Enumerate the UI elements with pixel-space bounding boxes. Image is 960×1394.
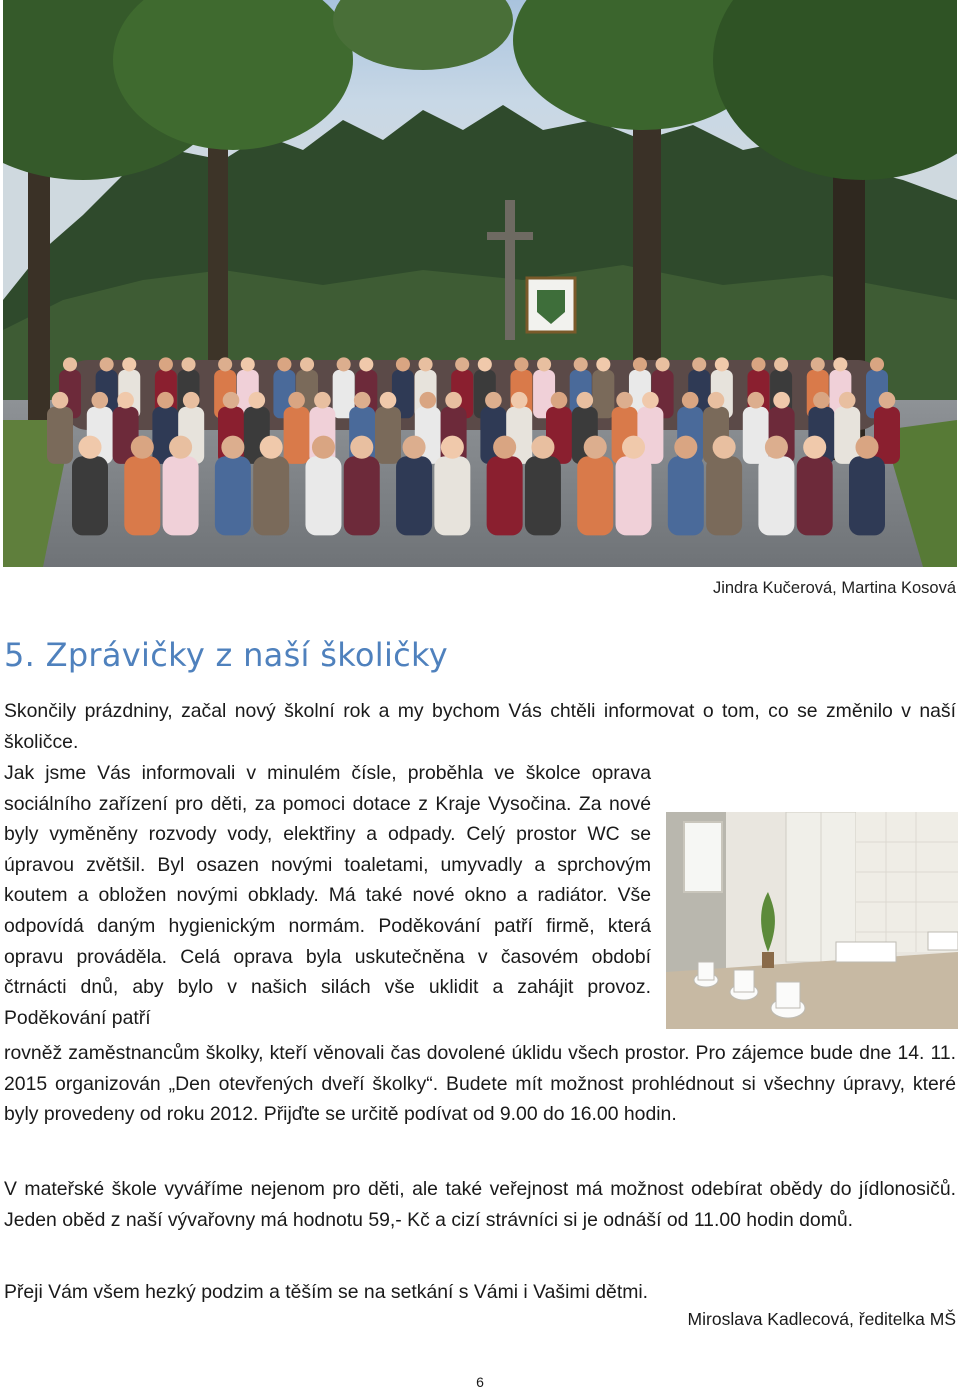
bathroom-photo-drawing (666, 812, 958, 1029)
paragraph-intro-text: Skončily prázdniny, začal nový školní rok a my bychom Vás chtěli informovat o tom, co se změnilo v naší školičce. (4, 700, 956, 753)
bathroom-photo (666, 812, 958, 1029)
photo-caption: Jindra Kučerová, Martina Kosová (712, 579, 956, 597)
paragraph-intro (4, 696, 956, 757)
group-photo-drawing (3, 0, 957, 567)
paragraph-closing (4, 1277, 956, 1308)
paragraph-open-day-text: rovněž zaměstnancům školky, kteří věnovali čas dovolené úklidu všech prostor. Pro zájemce bude dne 14. 11. 2015 organizován „Den otevřených dveří školky“. Budete mít možnost prohlédnout si všechny úpravy, které byly provedeny od roku 2012. Přijďte se určitě podívat od 9.00 do 16.00 hodin. (4, 1042, 956, 1126)
paragraph-meals-text: V mateřské škole vyváříme nejenom pro děti, ale také veřejnost má možnost odebírat obědy do jídlonosičů. Jeden oběd z naší vývařovny má hodnotu 59,- Kč a cizí strávníci si je odnáší od 11.00 hodin domů. (4, 1178, 956, 1231)
paragraph-closing-text: Přeji Vám všem hezký podzim a těším se na setkání s Vámi i Vašimi dětmi. (4, 1281, 649, 1303)
paragraph-renovation (4, 758, 651, 1033)
group-photo (3, 0, 957, 567)
signature: Miroslava Kadlecová, ředitelka MŠ (687, 1309, 956, 1329)
paragraph-meals (4, 1174, 956, 1235)
section-title: 5. Zprávičky z naší školičky (4, 636, 448, 674)
page-number: 6 (476, 1374, 484, 1390)
paragraph-renovation-text: Jak jsme Vás informovali v minulém čísle, proběhla ve školce oprava sociálního zařízení pro děti, za pomoci dotace z Kraje Vysočina. Za nové byly vyměněny rozvody vody, elektřiny a odpady. Celý prostor WC se úpravou zvětšil. Byl osazen novými toaletami, umyvadly a sprchovým koutem a obložen novými obklady. Má také nové okno a radiátor. Vše odpovídá daným hygienickým normám. Poděkování patří firmě, která opravu prováděla. Celá oprava byla uskutečněna v časovém období čtrnácti dnů, aby bylo v našich silách vše uklidit a zahájit provoz. Poděkování patří (4, 762, 651, 1029)
paragraph-open-day (4, 1038, 956, 1130)
